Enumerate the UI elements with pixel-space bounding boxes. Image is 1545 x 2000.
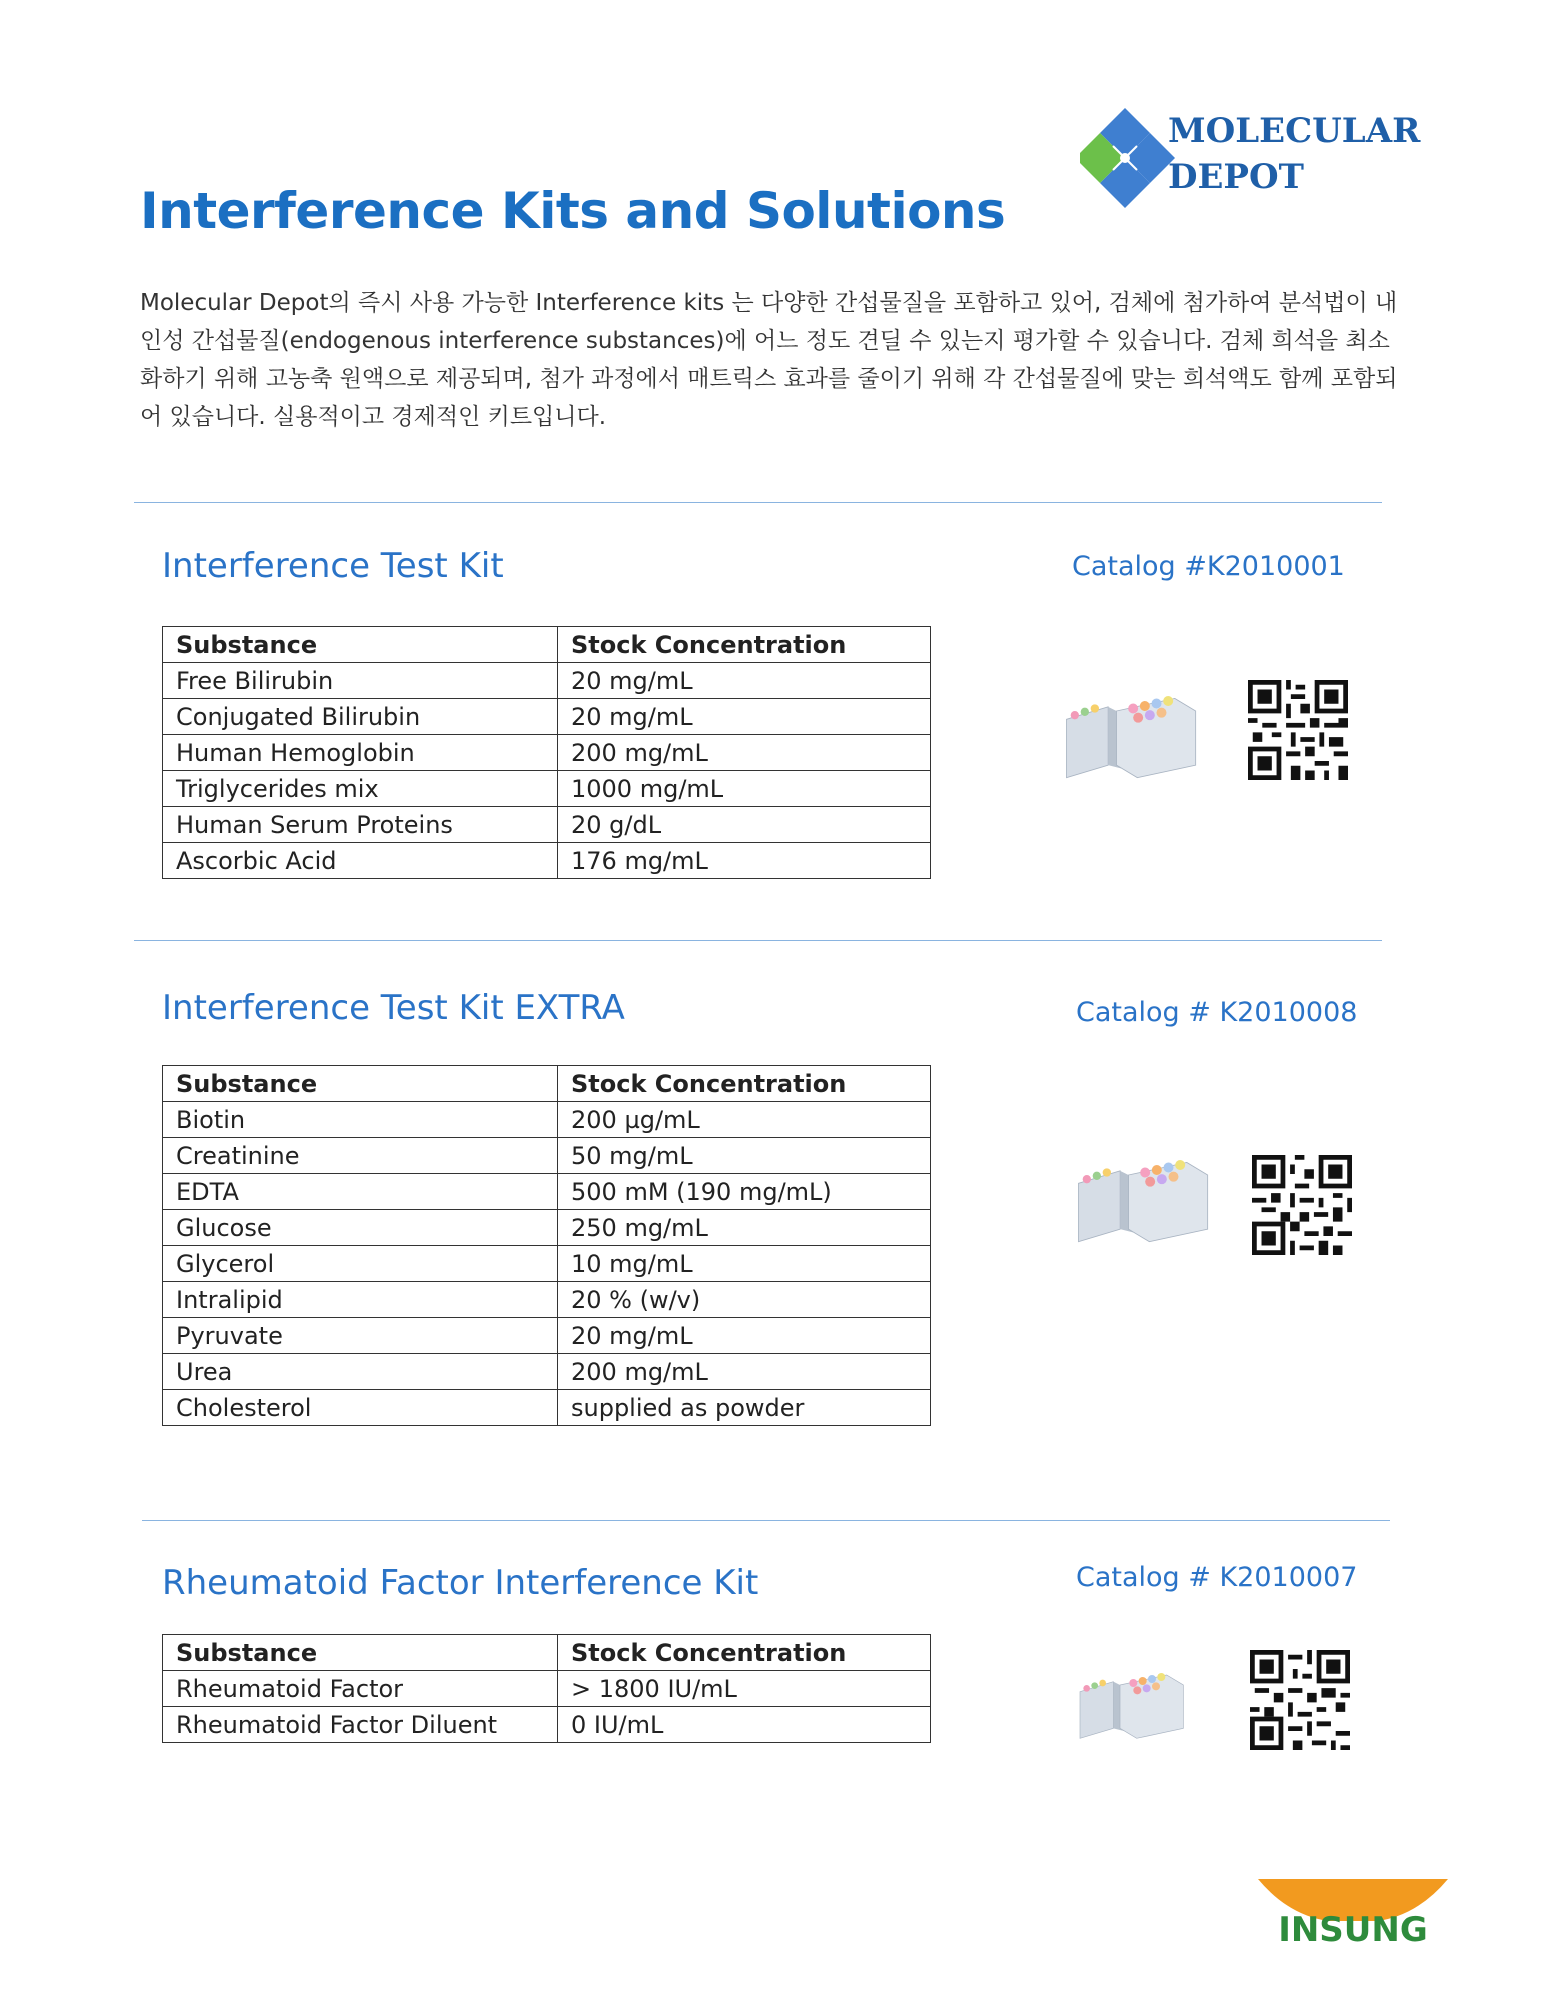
section-title: Interference Test Kit EXTRA [162,988,625,1028]
concentration-cell: 10 mg/mL [558,1246,931,1282]
substance-cell: Biotin [163,1102,558,1138]
table-row [163,1282,931,1318]
catalog-number: Catalog # K2010008 [1076,997,1358,1028]
table-row [163,807,931,843]
section-title: Interference Test Kit [162,546,504,586]
table-row [163,1174,931,1210]
table-header-row [163,1635,931,1671]
concentration-cell: 20 mg/mL [558,699,931,735]
table-row [163,843,931,879]
concentration-cell: 250 mg/mL [558,1210,931,1246]
table-row [163,771,931,807]
table-row [163,699,931,735]
concentration-cell: 200 mg/mL [558,735,931,771]
insung-logo-text: INSUNG [1278,1910,1428,1950]
table-row [163,1210,931,1246]
qr-code [1250,1650,1350,1750]
table-header-row [163,1066,931,1102]
intro-paragraph: Molecular Depot의 즉시 사용 가능한 Interference kits 는 다양한 간섭물질을 포함하고 있어, 검체에 첨가하여 분석법이 내인성 간섭물질(endogenous interference substances)에 어느 정도 견딜 수 있는지 평가할 수 있습니다. 검체 희석을 최소화하기 위해 고농축 원액으로 제공되며, 첨가 과정에서 매트릭스 효과를 줄이기 위해 각 간섭물질에 맞는 희석액도 함께 포함되어 있습니다. 실용적이고 경제적인 키트입니다. [140,290,1398,430]
concentration-cell: 500 mM (190 mg/mL) [558,1174,931,1210]
substance-cell: Free Bilirubin [163,663,558,699]
section-title: Rheumatoid Factor Interference Kit [162,1563,759,1603]
substance-table [162,1065,931,1426]
table-row [163,1246,931,1282]
concentration-cell: > 1800 IU/mL [558,1671,931,1707]
catalog-number: Catalog #K2010001 [1072,551,1345,582]
substance-cell: Cholesterol [163,1390,558,1426]
substance-cell: Creatinine [163,1138,558,1174]
substance-cell: Human Hemoglobin [163,735,558,771]
concentration-cell: 0 IU/mL [558,1707,931,1743]
table-row [163,1318,931,1354]
concentration-cell: 200 mg/mL [558,1354,931,1390]
substance-cell: Conjugated Bilirubin [163,699,558,735]
concentration-cell: 20 mg/mL [558,1318,931,1354]
section-divider [134,940,1382,941]
logo-line-1: MOLECULAR [1168,111,1421,151]
section-divider [142,1520,1390,1521]
catalog-number: Catalog # K2010007 [1076,1562,1358,1593]
concentration-cell: 200 µg/mL [558,1102,931,1138]
concentration-cell: 176 mg/mL [558,843,931,879]
header-substance: Substance [163,1066,558,1102]
concentration-cell: 20 % (w/v) [558,1282,931,1318]
substance-cell: Pyruvate [163,1318,558,1354]
table-row [163,1102,931,1138]
section-divider [134,502,1382,503]
substance-cell: Rheumatoid Factor [163,1671,558,1707]
table-row [163,1138,931,1174]
concentration-cell: 20 g/dL [558,807,931,843]
concentration-cell: 1000 mg/mL [558,771,931,807]
table-header-row [163,627,931,663]
substance-table [162,1634,931,1743]
header-stock-concentration: Stock Concentration [558,627,931,663]
header-substance: Substance [163,1635,558,1671]
substance-cell: Urea [163,1354,558,1390]
substance-cell: Glucose [163,1210,558,1246]
substance-cell: Intralipid [163,1282,558,1318]
table-row [163,1707,931,1743]
logo-line-2: DEPOT [1168,157,1304,197]
header-substance: Substance [163,627,558,663]
qr-code [1252,1155,1352,1255]
logo-wordmark [1168,108,1420,200]
header-stock-concentration: Stock Concentration [558,1066,931,1102]
table-row [163,1390,931,1426]
table-row [163,1354,931,1390]
substance-table [162,626,931,879]
table-row [163,1671,931,1707]
product-rack-image [1070,1665,1190,1745]
insung-logo [1258,1875,1448,1955]
concentration-cell: 50 mg/mL [558,1138,931,1174]
substance-cell: Glycerol [163,1246,558,1282]
substance-cell: Rheumatoid Factor Diluent [163,1707,558,1743]
substance-cell: Triglycerides mix [163,771,558,807]
header-stock-concentration: Stock Concentration [558,1635,931,1671]
concentration-cell: 20 mg/mL [558,663,931,699]
table-row [163,663,931,699]
substance-cell: Ascorbic Acid [163,843,558,879]
product-rack-image [1056,1150,1226,1250]
substance-cell: EDTA [163,1174,558,1210]
page-title: Interference Kits and Solutions [140,182,1006,240]
qr-code [1248,680,1348,780]
concentration-cell: supplied as powder [558,1390,931,1426]
substance-cell: Human Serum Proteins [163,807,558,843]
product-rack-image [1044,686,1214,786]
table-row [163,735,931,771]
